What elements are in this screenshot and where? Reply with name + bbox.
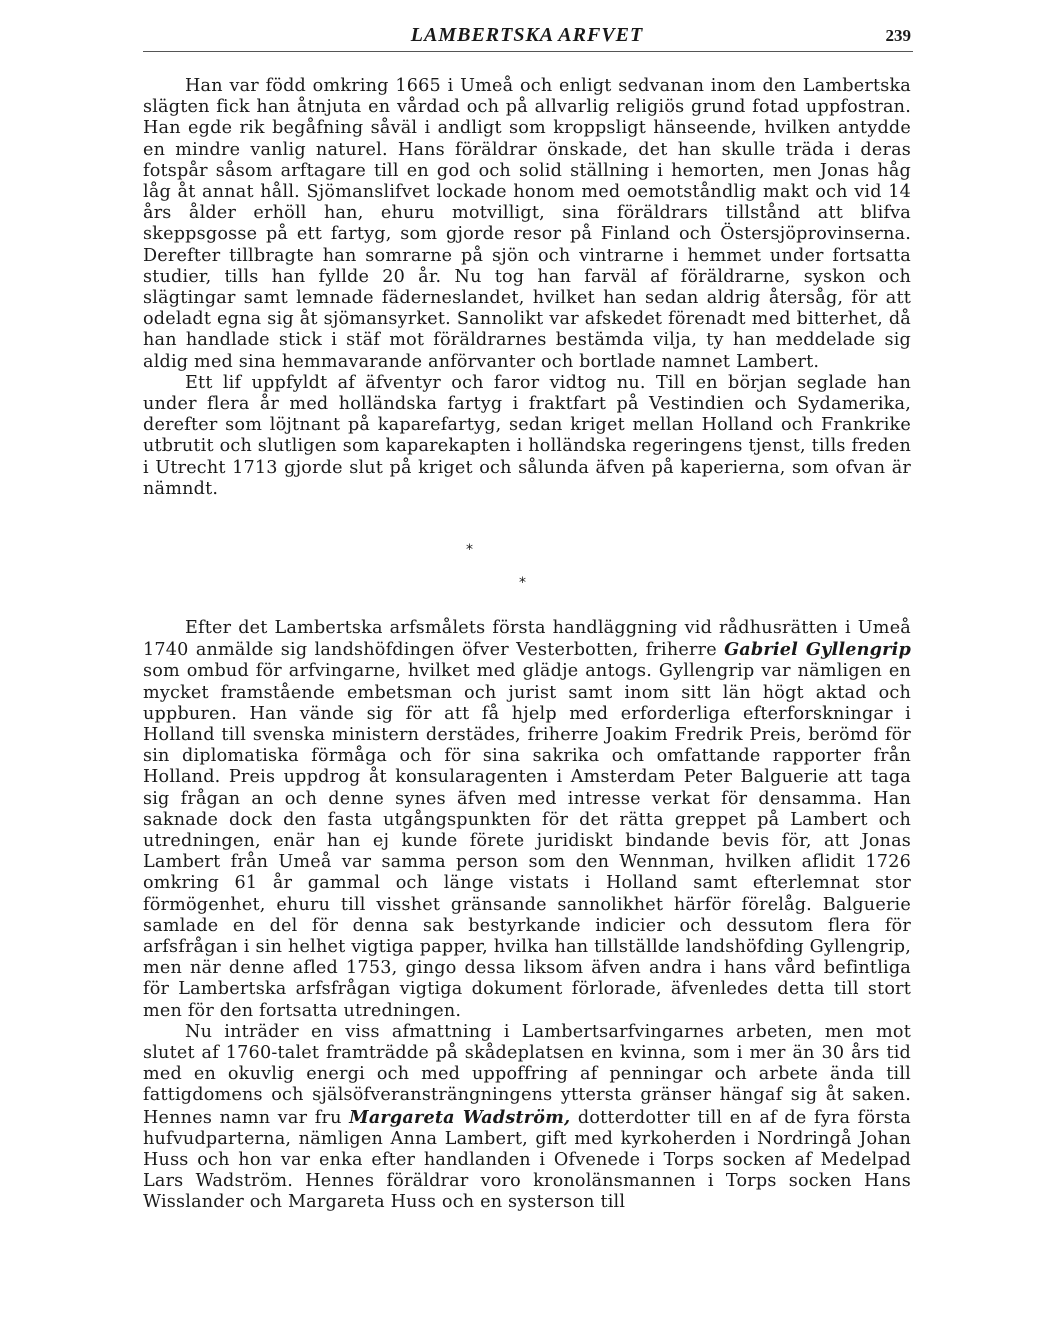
header-rule: [143, 51, 913, 52]
running-title: LAMBERTSKA ARFVET: [410, 24, 644, 46]
section-one: [143, 76, 911, 500]
person-name: Margareta Wadström,: [349, 1106, 571, 1128]
paragraph: Ett lif uppfyldt af äfventyr och faror vidtog nu. Till en början seglade han under flera år med holländska fartyg i fraktfart på Vestindien och Sydamerika, derefter som löjtnant på kaparefartyg, sedan kriget mellan Holland och Frankrike utbrutit och slutligen som kaparekapten i holländska regeringens tjenst, tills freden i Utrecht 1713 gjorde slut på kriget och sålunda äfven på kaperierna, som ofvan är nämndt.: [143, 372, 911, 499]
section-separator-star: *: [466, 542, 473, 558]
paragraph: Han var född omkring 1665 i Umeå och enligt sedvanan inom den Lambertska slägten fick han åtnjuta en vårdad och på allvarlig religiös grund fotad uppfostran. Han egde rik begåfning såväl i andligt som kroppsligt hänseende, hvilken antydde en mindre vanlig naturel. Hans föräldrar önskade, det han skulle träda i deras fotspår såsom arftagare till en god och solid ställning i hemorten, men Jonas håg låg åt annat håll. Sjömanslifvet lockade honom med oemotståndlig makt och vid 14 års ålder erhöll han, ehuru motvilligt, sina föräldrars tillstånd att blifva skeppsgosse på ett fartyg, som gjorde resor på Finland och Östersjöprovinserna. Derefter tillbragte han somrarne på sjön och vintrarne i hemmet under fortsatta studier, tills han fyllde 20 år. Nu tog han farväl af föräldrarne, syskon och slägtingar samt lemnade fäderneslandet, hvilket han sedan aldrig återsåg, för att odeladt egna sig åt sjömansyrket. Sannolikt var afskedet förenadt med bitterhet, då han handlade stick i stäf mot föräldrarnes bestämda vilja, ty han meddelade sig aldig med sina hemmavarande anförvanter och bortlade namnet Lambert.: [143, 76, 911, 372]
paragraph-text: Nu inträder en viss afmattning i Lambertsarfvingarnes arbeten, men mot slutet af 1760-talet framträdde på skådeplatsen en kvinna, som i mer än 30 års tid med en okuvlig energi och med uppoffring af penningar och arbete ända till fattigdomens och själsöfveransträngningens yttersta gränser hängaf sig åt saken. Hennes namn var fru: [143, 1021, 911, 1128]
paragraph: [143, 1022, 911, 1214]
paragraph-text: Efter det Lambertska arfsmålets första handläggning vid rådhusrätten i Umeå 1740 anmälde sig landshöfdingen öfver Vesterbotten, friherre: [143, 618, 911, 661]
section-two: [143, 618, 911, 1214]
paragraph: [143, 618, 911, 1022]
person-name: Gabriel Gyllengrip: [724, 639, 911, 661]
page-header: [143, 24, 911, 50]
section-separator-star: *: [519, 575, 526, 591]
page-number: 239: [885, 26, 911, 45]
paragraph-text: som ombud för arfvingarne, hvilket med glädje antogs. Gyllengrip var nämligen en mycket framstående embetsman och jurist samt inom sitt län högt aktad och uppburen. Han vände sig för att få hjelp med erforderliga efterforskningar i Holland till svenska ministern derstädes, friherre Joakim Fredrik Preis, berömd för sin diplomatiska förmåga och för sina sakrika och omfattande rapporter från Holland. Preis uppdrog åt konsularagenten i Amsterdam Peter Balguerie att taga sig frågan an och denne synes äfven med intresse verkat för densamma. Han saknade dock den fasta utgångspunkten för det rätta greppet på Lambert och utredningen, enär han ej kunde förete juridiskt bindande bevis för, att Jonas Lambert från Umeå var samma person som den Wennman, hvilken aflidit 1726 omkring 61 år gammal och länge vistats i Holland samt efterlemnat stor förmögenhet, ehuru till visshet gränsande sannolikhet härför förelåg. Balguerie samlade en del för denna sak bestyrkande indicier och dessutom flera för arfsfrågan i sin helhet vigtiga papper, hvilka han tillställde landshöfding Gyllengrip, men när denne afled 1753, gingo dessa liksom äfven andra i hans vård befintliga för Lambertska arfsfrågan vigtiga dokument förlorade, äfvenledes detta till stort men för den fortsatta utredningen.: [143, 661, 911, 1021]
paragraph-text: dotterdotter till en af de fyra första hufvudparterna, nämligen Anna Lambert, gift med kyrkoherden i Nordringå Johan Huss och hon var enka efter handlanden i Ofvenede i Torps socken af Medelpad Lars Wadström. Hennes föräldrar voro kronolänsmannen i Torps socken Hans Wisslander och Margareta Huss och en systerson till: [143, 1107, 911, 1213]
